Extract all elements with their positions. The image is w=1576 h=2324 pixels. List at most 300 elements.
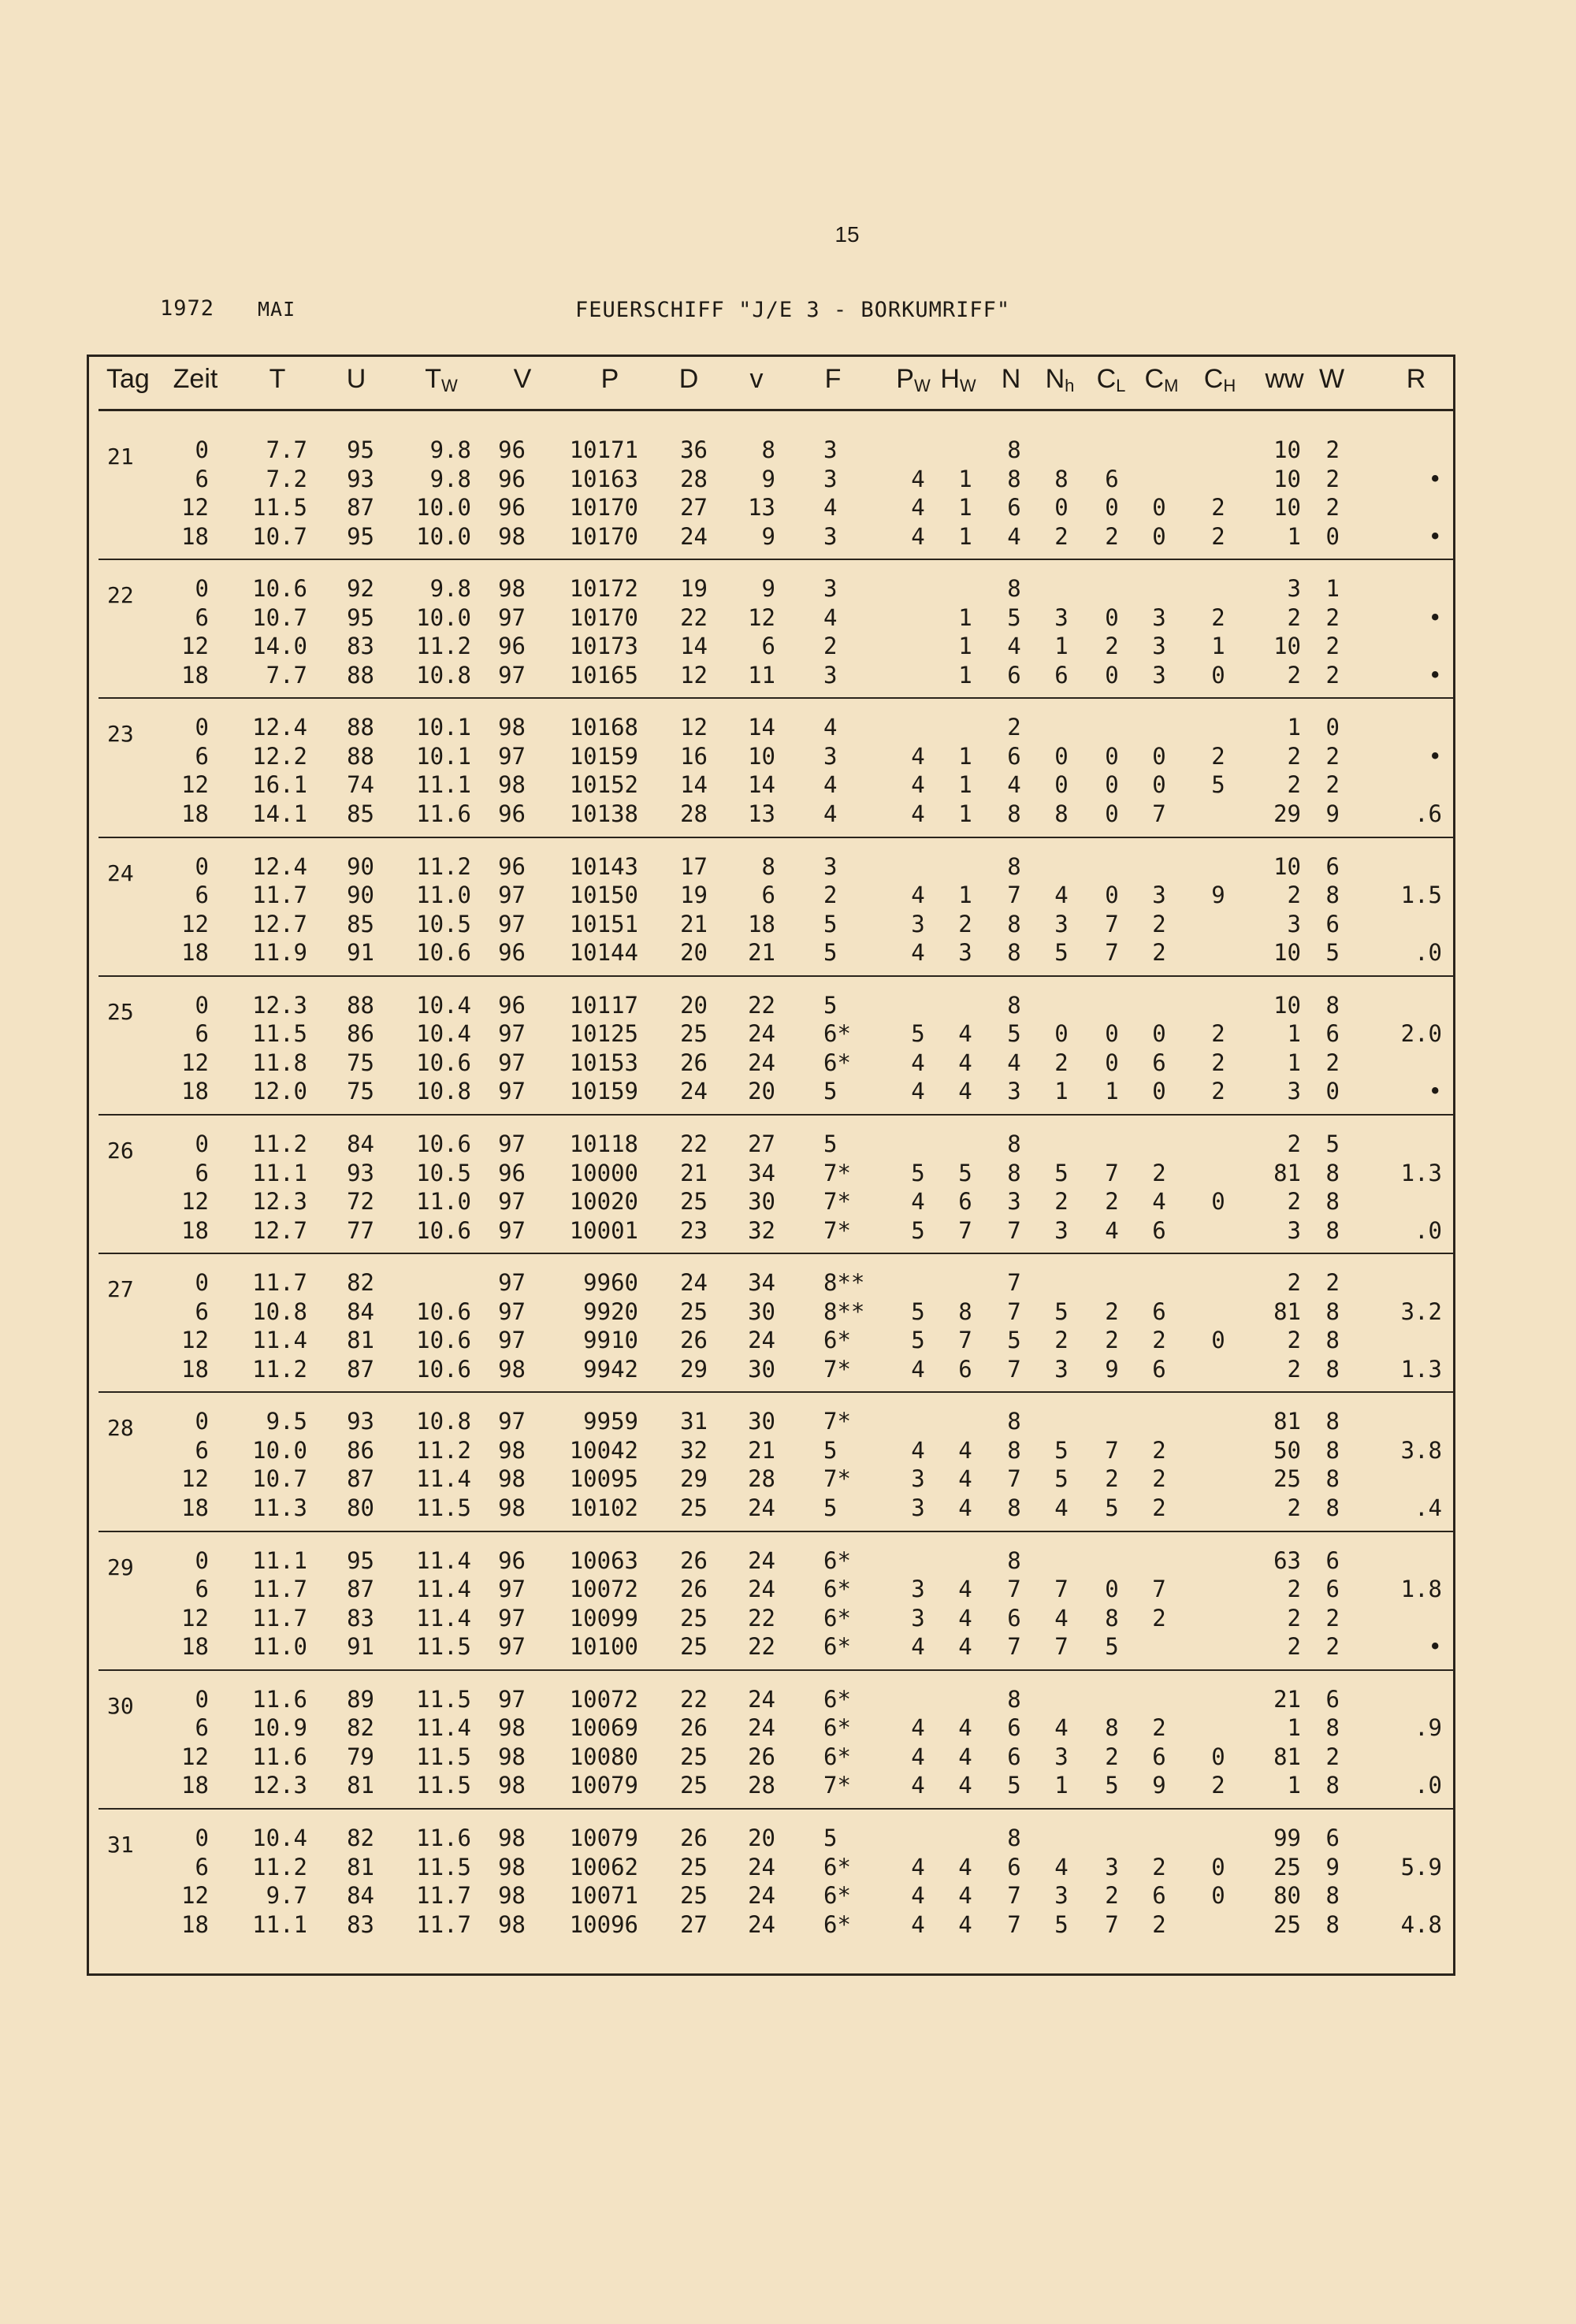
- cell-f: 7*: [823, 1188, 851, 1215]
- cell-d: 26: [680, 1576, 708, 1603]
- cell-v: 30: [748, 1408, 775, 1435]
- cell-w: 9: [1325, 1853, 1340, 1880]
- cell-tw: 10.5: [416, 910, 471, 937]
- cell-cm: 6: [1152, 1298, 1166, 1325]
- cell-nh: 5: [1054, 939, 1069, 967]
- cell-ww: 81: [1273, 1159, 1301, 1186]
- day-number: 30: [107, 1692, 134, 1719]
- cell-f: 5: [823, 1130, 838, 1157]
- cell-p: 10071: [569, 1882, 638, 1909]
- cell-t: 11.0: [252, 1633, 307, 1661]
- cell-ww: 2: [1287, 1494, 1301, 1521]
- cell-nh: 5: [1054, 1159, 1069, 1186]
- cell-p: 10000: [569, 1159, 638, 1186]
- cell-tw: 10.8: [416, 1078, 471, 1105]
- cell-cl: 7: [1105, 939, 1119, 967]
- column-header-label: v: [749, 364, 764, 394]
- cell-v: 22: [748, 991, 775, 1019]
- cell-hw: 7: [958, 1216, 972, 1244]
- cell-n: 7: [1007, 1576, 1021, 1603]
- cell-p: 10170: [569, 494, 638, 521]
- cell-ch: 2: [1211, 742, 1225, 770]
- cell-t: 11.1: [252, 1546, 307, 1574]
- cell-f: 6*: [823, 1685, 851, 1713]
- cell-v: 98: [498, 1494, 526, 1521]
- cell-n: 8: [1007, 1436, 1021, 1464]
- cell-zeit: 12: [181, 1604, 209, 1632]
- cell-ww: 81: [1273, 1743, 1301, 1770]
- cell-tw: 11.5: [416, 1494, 471, 1521]
- day-separator: [98, 559, 1455, 560]
- cell-zeit: 18: [181, 1633, 209, 1661]
- cell-u: 75: [347, 1078, 374, 1105]
- table-row: [0, 1298, 1576, 1326]
- cell-cm: 2: [1152, 939, 1166, 967]
- cell-hw: 4: [958, 1078, 972, 1105]
- cell-f: 3: [823, 522, 838, 550]
- cell-n: 4: [1007, 633, 1021, 660]
- cell-zeit: 18: [181, 522, 209, 550]
- column-header-label: U: [346, 364, 366, 394]
- cell-f: 5: [823, 1436, 838, 1464]
- cell-r: 3.2: [1400, 1298, 1442, 1325]
- cell-pw: 4: [911, 1882, 925, 1909]
- cell-cl: 2: [1105, 633, 1119, 660]
- cell-nh: 3: [1054, 603, 1069, 631]
- cell-zeit: 12: [181, 1049, 209, 1076]
- cell-p: 9959: [583, 1408, 638, 1435]
- cell-v: 98: [498, 1355, 526, 1383]
- cell-p: 9920: [583, 1298, 638, 1325]
- cell-hw: 1: [958, 603, 972, 631]
- cell-v: 96: [498, 991, 526, 1019]
- day-number: 28: [107, 1415, 134, 1442]
- cell-v: 97: [498, 1576, 526, 1603]
- cell-cl: 0: [1105, 603, 1119, 631]
- cell-nh: 4: [1054, 1714, 1069, 1742]
- cell-p: 10095: [569, 1465, 638, 1493]
- column-header-ww: [1265, 364, 1303, 395]
- cell-pw: 4: [911, 1853, 925, 1880]
- cell-w: 6: [1325, 1546, 1340, 1574]
- cell-ww: 81: [1273, 1408, 1301, 1435]
- cell-cl: 8: [1105, 1714, 1119, 1742]
- cell-hw: 4: [958, 1576, 972, 1603]
- cell-v: 96: [498, 1159, 526, 1186]
- cell-pw: 3: [911, 910, 925, 937]
- column-header-zeit: [173, 364, 218, 395]
- cell-u: 82: [347, 1825, 374, 1851]
- cell-u: 88: [347, 742, 374, 770]
- cell-v: 22: [748, 1604, 775, 1632]
- cell-t: 11.2: [252, 1130, 307, 1157]
- cell-v: 96: [498, 939, 526, 967]
- day-group-25: [0, 975, 1576, 1114]
- cell-n: 7: [1007, 1910, 1021, 1938]
- cell-d: 25: [680, 1853, 708, 1880]
- cell-v: 24: [748, 1853, 775, 1880]
- cell-f: 6*: [823, 1743, 851, 1770]
- column-header-n: [1002, 364, 1021, 395]
- cell-cl: 8: [1105, 1604, 1119, 1632]
- table-row: [0, 1771, 1576, 1799]
- cell-d: 16: [680, 742, 708, 770]
- cell-v: 97: [498, 1633, 526, 1661]
- cell-p: 9942: [583, 1355, 638, 1383]
- cell-hw: 1: [958, 465, 972, 492]
- cell-v: 24: [748, 1020, 775, 1048]
- cell-hw: 4: [958, 1910, 972, 1938]
- cell-zeit: 6: [195, 882, 209, 909]
- cell-t: 9.5: [266, 1408, 307, 1435]
- cell-cm: 9: [1152, 1772, 1166, 1799]
- cell-hw: 4: [958, 1743, 972, 1770]
- cell-d: 32: [680, 1436, 708, 1464]
- cell-r: 5.9: [1400, 1853, 1442, 1880]
- cell-pw: 4: [911, 1078, 925, 1105]
- cell-ww: 25: [1273, 1853, 1301, 1880]
- cell-d: 14: [680, 771, 708, 799]
- cell-zeit: 6: [195, 603, 209, 631]
- cell-cl: 0: [1105, 800, 1119, 827]
- cell-cl: 0: [1105, 661, 1119, 689]
- cell-v: 24: [748, 1049, 775, 1076]
- cell-ww: 2: [1287, 661, 1301, 689]
- cell-r: .9: [1414, 1714, 1442, 1742]
- cell-ww: 2: [1287, 1269, 1301, 1297]
- day-number: 22: [107, 582, 134, 609]
- cell-zeit: 0: [195, 575, 209, 603]
- table-row: [0, 1049, 1576, 1077]
- cell-u: 82: [347, 1269, 374, 1297]
- cell-cl: 5: [1105, 1494, 1119, 1521]
- cell-t: 11.3: [252, 1494, 307, 1521]
- cell-w: 5: [1325, 1130, 1340, 1157]
- cell-d: 22: [680, 603, 708, 631]
- cell-ww: 10: [1273, 991, 1301, 1019]
- cell-ww: 1: [1287, 1772, 1301, 1799]
- column-header-p: [601, 364, 619, 395]
- cell-w: 2: [1325, 494, 1340, 521]
- cell-f: 6*: [823, 1327, 851, 1354]
- cell-p: 10144: [569, 939, 638, 967]
- cell-pw: 4: [911, 1772, 925, 1799]
- cell-ww: 3: [1287, 1078, 1301, 1105]
- cell-p: 10099: [569, 1604, 638, 1632]
- cell-w: 2: [1325, 661, 1340, 689]
- cell-t: 11.7: [252, 1269, 307, 1297]
- cell-d: 25: [680, 1188, 708, 1215]
- cell-zeit: 12: [181, 1188, 209, 1215]
- column-header-label: W: [1318, 364, 1345, 394]
- cell-v: 98: [498, 771, 526, 799]
- cell-p: 10042: [569, 1436, 638, 1464]
- cell-r: 4.8: [1400, 1910, 1442, 1938]
- cell-t: 12.3: [252, 1188, 307, 1215]
- cell-pw: 4: [911, 465, 925, 492]
- cell-ch: 0: [1211, 1853, 1225, 1880]
- cell-p: 10143: [569, 852, 638, 880]
- cell-d: 25: [680, 1743, 708, 1770]
- cell-ww: 2: [1287, 1188, 1301, 1215]
- cell-n: 3: [1007, 1188, 1021, 1215]
- cell-nh: 8: [1054, 800, 1069, 827]
- cell-n: 8: [1007, 575, 1021, 603]
- cell-v: 24: [748, 1327, 775, 1354]
- cell-r: •: [1428, 1633, 1442, 1661]
- cell-nh: 6: [1054, 661, 1069, 689]
- cell-ww: 81: [1273, 1298, 1301, 1325]
- cell-d: 21: [680, 1159, 708, 1186]
- cell-pw: 3: [911, 1576, 925, 1603]
- cell-v: 96: [498, 1546, 526, 1574]
- cell-d: 24: [680, 522, 708, 550]
- cell-tw: 10.1: [416, 742, 471, 770]
- cell-n: 8: [1007, 1408, 1021, 1435]
- table-row: [0, 1159, 1576, 1187]
- cell-zeit: 0: [195, 1685, 209, 1713]
- column-header-label: T: [269, 364, 286, 394]
- cell-w: 2: [1325, 771, 1340, 799]
- cell-v: 97: [498, 1188, 526, 1215]
- cell-ch: 2: [1211, 1049, 1225, 1076]
- cell-n: 8: [1007, 939, 1021, 967]
- cell-n: 8: [1007, 800, 1021, 827]
- cell-nh: 2: [1054, 1188, 1069, 1215]
- cell-t: 11.1: [252, 1159, 307, 1186]
- cell-zeit: 12: [181, 1465, 209, 1493]
- cell-f: 6*: [823, 1576, 851, 1603]
- cell-cm: 6: [1152, 1882, 1166, 1909]
- cell-t: 11.4: [252, 1327, 307, 1354]
- cell-tw: 11.5: [416, 1633, 471, 1661]
- cell-v: 97: [498, 1269, 526, 1297]
- cell-ww: 2: [1287, 1604, 1301, 1632]
- cell-zeit: 12: [181, 771, 209, 799]
- cell-ww: 10: [1273, 436, 1301, 463]
- cell-u: 85: [347, 800, 374, 827]
- cell-zeit: 0: [195, 1130, 209, 1157]
- cell-u: 87: [347, 1355, 374, 1383]
- cell-pw: 5: [911, 1020, 925, 1048]
- cell-cm: 0: [1152, 1020, 1166, 1048]
- table-row: [0, 1407, 1576, 1435]
- cell-tw: 11.4: [416, 1576, 471, 1603]
- cell-u: 79: [347, 1743, 374, 1770]
- cell-pw: 5: [911, 1159, 925, 1186]
- cell-v: 98: [498, 1853, 526, 1880]
- cell-nh: 4: [1054, 1494, 1069, 1521]
- cell-cl: 7: [1105, 910, 1119, 937]
- cell-v: 98: [498, 1714, 526, 1742]
- cell-cl: 0: [1105, 1576, 1119, 1603]
- cell-v: 97: [498, 1604, 526, 1632]
- cell-pw: 5: [911, 1298, 925, 1325]
- cell-f: 4: [823, 603, 838, 631]
- cell-f: 7*: [823, 1408, 851, 1435]
- column-header-v: [514, 364, 532, 395]
- column-header-t: [269, 364, 286, 395]
- cell-cl: 1: [1105, 1078, 1119, 1105]
- column-header-subscript: W: [959, 376, 976, 395]
- cell-zeit: 18: [181, 1494, 209, 1521]
- cell-d: 24: [680, 1269, 708, 1297]
- cell-ww: 2: [1287, 1327, 1301, 1354]
- table-row: [0, 1575, 1576, 1603]
- cell-tw: 11.2: [416, 1436, 471, 1464]
- cell-p: 10020: [569, 1188, 638, 1215]
- day-number: 21: [107, 444, 134, 470]
- cell-f: 7*: [823, 1465, 851, 1493]
- cell-v: 24: [748, 1882, 775, 1909]
- cell-tw: 9.8: [429, 436, 471, 463]
- cell-cm: 2: [1152, 1910, 1166, 1938]
- cell-u: 83: [347, 633, 374, 660]
- cell-nh: 5: [1054, 1436, 1069, 1464]
- column-header-label: C: [1096, 364, 1117, 394]
- cell-p: 10069: [569, 1714, 638, 1742]
- cell-w: 8: [1325, 1882, 1340, 1909]
- column-header-nh: [1046, 364, 1075, 396]
- cell-p: 10080: [569, 1743, 638, 1770]
- cell-nh: 1: [1054, 633, 1069, 660]
- cell-tw: 10.4: [416, 991, 471, 1019]
- cell-ww: 3: [1287, 575, 1301, 603]
- cell-n: 8: [1007, 1685, 1021, 1713]
- cell-v: 98: [498, 1772, 526, 1799]
- cell-nh: 3: [1054, 1355, 1069, 1383]
- cell-zeit: 0: [195, 1546, 209, 1574]
- cell-p: 10152: [569, 771, 638, 799]
- column-header-subscript: L: [1116, 376, 1126, 395]
- cell-hw: 4: [958, 1465, 972, 1493]
- cell-p: 10063: [569, 1546, 638, 1574]
- cell-ch: 5: [1211, 771, 1225, 799]
- day-group-27: [0, 1253, 1576, 1391]
- cell-cm: 2: [1152, 1465, 1166, 1493]
- cell-n: 7: [1007, 1269, 1021, 1297]
- column-header-subscript: M: [1164, 376, 1179, 395]
- cell-f: 8**: [823, 1298, 865, 1325]
- cell-u: 91: [347, 939, 374, 967]
- cell-cl: 0: [1105, 1020, 1119, 1048]
- cell-t: 14.1: [252, 800, 307, 827]
- day-number: 25: [107, 998, 134, 1025]
- table-row: [0, 1743, 1576, 1771]
- cell-t: 11.6: [252, 1685, 307, 1713]
- cell-nh: 5: [1054, 1465, 1069, 1493]
- cell-w: 8: [1325, 1465, 1340, 1493]
- cell-cl: 2: [1105, 522, 1119, 550]
- cell-tw: 10.0: [416, 603, 471, 631]
- cell-pw: 4: [911, 742, 925, 770]
- table-row: [0, 770, 1576, 799]
- table-row: [0, 1910, 1576, 1939]
- cell-zeit: 12: [181, 494, 209, 521]
- cell-w: 2: [1325, 1269, 1340, 1297]
- cell-r: .0: [1414, 1216, 1442, 1244]
- cell-v: 98: [498, 1825, 526, 1851]
- cell-n: 7: [1007, 1633, 1021, 1661]
- cell-p: 10118: [569, 1130, 638, 1157]
- column-header-label: R: [1406, 364, 1426, 394]
- cell-ch: 0: [1211, 661, 1225, 689]
- cell-v: 12: [748, 603, 775, 631]
- cell-f: 2: [823, 633, 838, 660]
- cell-hw: 6: [958, 1355, 972, 1383]
- cell-v: 14: [748, 771, 775, 799]
- page-number: 15: [834, 222, 860, 247]
- cell-cm: 2: [1152, 1327, 1166, 1354]
- cell-hw: 2: [958, 910, 972, 937]
- column-header-hw: [940, 364, 976, 396]
- cell-d: 20: [680, 939, 708, 967]
- cell-v: 96: [498, 494, 526, 521]
- cell-p: 10072: [569, 1576, 638, 1603]
- column-header-d: [679, 364, 699, 395]
- cell-w: 8: [1325, 1436, 1340, 1464]
- cell-pw: 4: [911, 1049, 925, 1076]
- cell-w: 8: [1325, 991, 1340, 1019]
- cell-zeit: 0: [195, 436, 209, 463]
- cell-hw: 1: [958, 661, 972, 689]
- cell-cm: 3: [1152, 603, 1166, 631]
- cell-n: 6: [1007, 1853, 1021, 1880]
- cell-v: 13: [748, 494, 775, 521]
- cell-tw: 11.0: [416, 1188, 471, 1215]
- cell-d: 12: [680, 714, 708, 741]
- cell-zeit: 6: [195, 1159, 209, 1186]
- cell-u: 81: [347, 1853, 374, 1880]
- cell-v: 98: [498, 522, 526, 550]
- cell-w: 2: [1325, 1049, 1340, 1076]
- column-header-u: [347, 364, 366, 395]
- cell-zeit: 6: [195, 742, 209, 770]
- cell-nh: 2: [1054, 522, 1069, 550]
- cell-f: 5: [823, 1078, 838, 1105]
- cell-n: 6: [1007, 742, 1021, 770]
- column-header-pw: [896, 364, 930, 396]
- cell-v: 30: [748, 1355, 775, 1383]
- cell-ch: 0: [1211, 1882, 1225, 1909]
- cell-v: 96: [498, 852, 526, 880]
- cell-u: 89: [347, 1685, 374, 1713]
- cell-cm: 2: [1152, 910, 1166, 937]
- cell-f: 7*: [823, 1159, 851, 1186]
- cell-tw: 11.2: [416, 633, 471, 660]
- cell-v: 26: [748, 1743, 775, 1770]
- cell-d: 14: [680, 633, 708, 660]
- cell-w: 8: [1325, 1714, 1340, 1742]
- cell-ww: 29: [1273, 800, 1301, 827]
- column-header-v: [750, 364, 764, 395]
- column-header-subscript: W: [913, 376, 931, 395]
- cell-zeit: 12: [181, 1327, 209, 1354]
- cell-n: 7: [1007, 1882, 1021, 1909]
- cell-v: 21: [748, 1436, 775, 1464]
- cell-t: 11.7: [252, 882, 307, 909]
- cell-t: 10.9: [252, 1714, 307, 1742]
- cell-cm: 2: [1152, 1494, 1166, 1521]
- cell-t: 12.4: [252, 852, 307, 880]
- cell-tw: 11.4: [416, 1465, 471, 1493]
- cell-pw: 4: [911, 494, 925, 521]
- cell-hw: 3: [958, 939, 972, 967]
- cell-f: 4: [823, 771, 838, 799]
- cell-v: 18: [748, 910, 775, 937]
- cell-n: 8: [1007, 1546, 1021, 1574]
- cell-pw: 4: [911, 1633, 925, 1661]
